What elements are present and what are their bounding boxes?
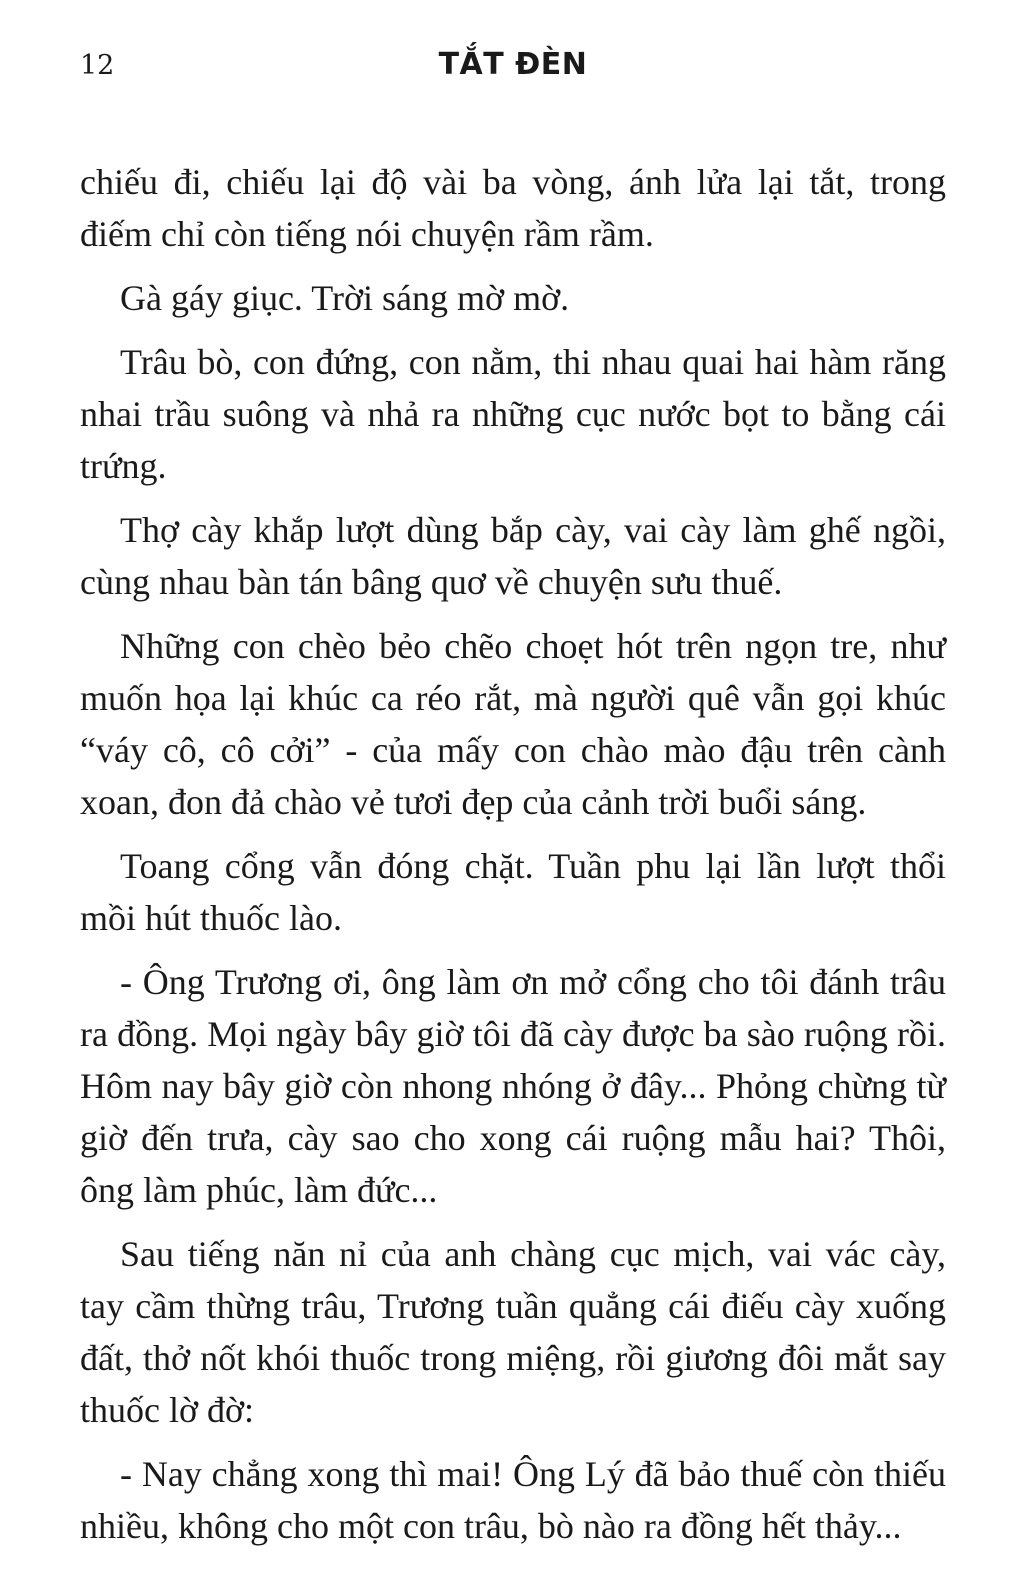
book-title: TẮT ĐÈN: [438, 47, 588, 82]
paragraph-2: Gà gáy giục. Trời sáng mờ mờ.: [120, 278, 570, 318]
paragraph-6: Toang cổng vẫn đóng chặt. Tuần phu lại lần lượt thổi mồi hút thuốc lào.: [80, 846, 946, 938]
paragraph-4: Thợ cày khắp lượt dùng bắp cày, vai cày làm ghế ngồi, cùng nhau bàn tán bâng quơ về chuyện sưu thuế.: [80, 510, 946, 602]
paragraph-3: Trâu bò, con đứng, con nằm, thi nhau quai hai hàm răng nhai trầu suông và nhả ra những cục nước bọt to bằng cái trứng.: [80, 342, 946, 486]
body-text: [80, 156, 946, 1564]
paragraph-9: - Nay chẳng xong thì mai! Ông Lý đã bảo thuế còn thiếu nhiều, không cho một con trâu, bò nào ra đồng hết thảy...: [80, 1454, 946, 1546]
paragraph-1: chiếu đi, chiếu lại độ vài ba vòng, ánh lửa lại tắt, trong điếm chỉ còn tiếng nói chuyện rầm rầm.: [80, 162, 946, 254]
paragraph-8: Sau tiếng năn nỉ của anh chàng cục mịch, vai vác cày, tay cầm thừng trâu, Trương tuần quẳng cái điếu cày xuống đất, thở nốt khói thuốc trong miệng, rồi giương đôi mắt say thuốc lờ đờ:: [80, 1234, 946, 1430]
paragraph-7: - Ông Trương ơi, ông làm ơn mở cổng cho tôi đánh trâu ra đồng. Mọi ngày bây giờ tôi đã cày được ba sào ruộng rồi. Hôm nay bây giờ còn nhong nhóng ở đây... Phỏng chừng từ giờ đến trưa, cày sao cho xong cái ruộng mẫu hai? Thôi, ông làm phúc, làm đức...: [80, 962, 946, 1210]
running-header: [80, 44, 946, 88]
page-number: 12: [80, 50, 115, 81]
paragraph-5: Những con chèo bẻo chẽo choẹt hót trên ngọn tre, như muốn họa lại khúc ca réo rắt, mà người quê vẫn gọi khúc “váy cô, cô cởi” - của mấy con chào mào đậu trên cành xoan, đon đả chào vẻ tươi đẹp của cảnh trời buổi sáng.: [80, 626, 946, 822]
